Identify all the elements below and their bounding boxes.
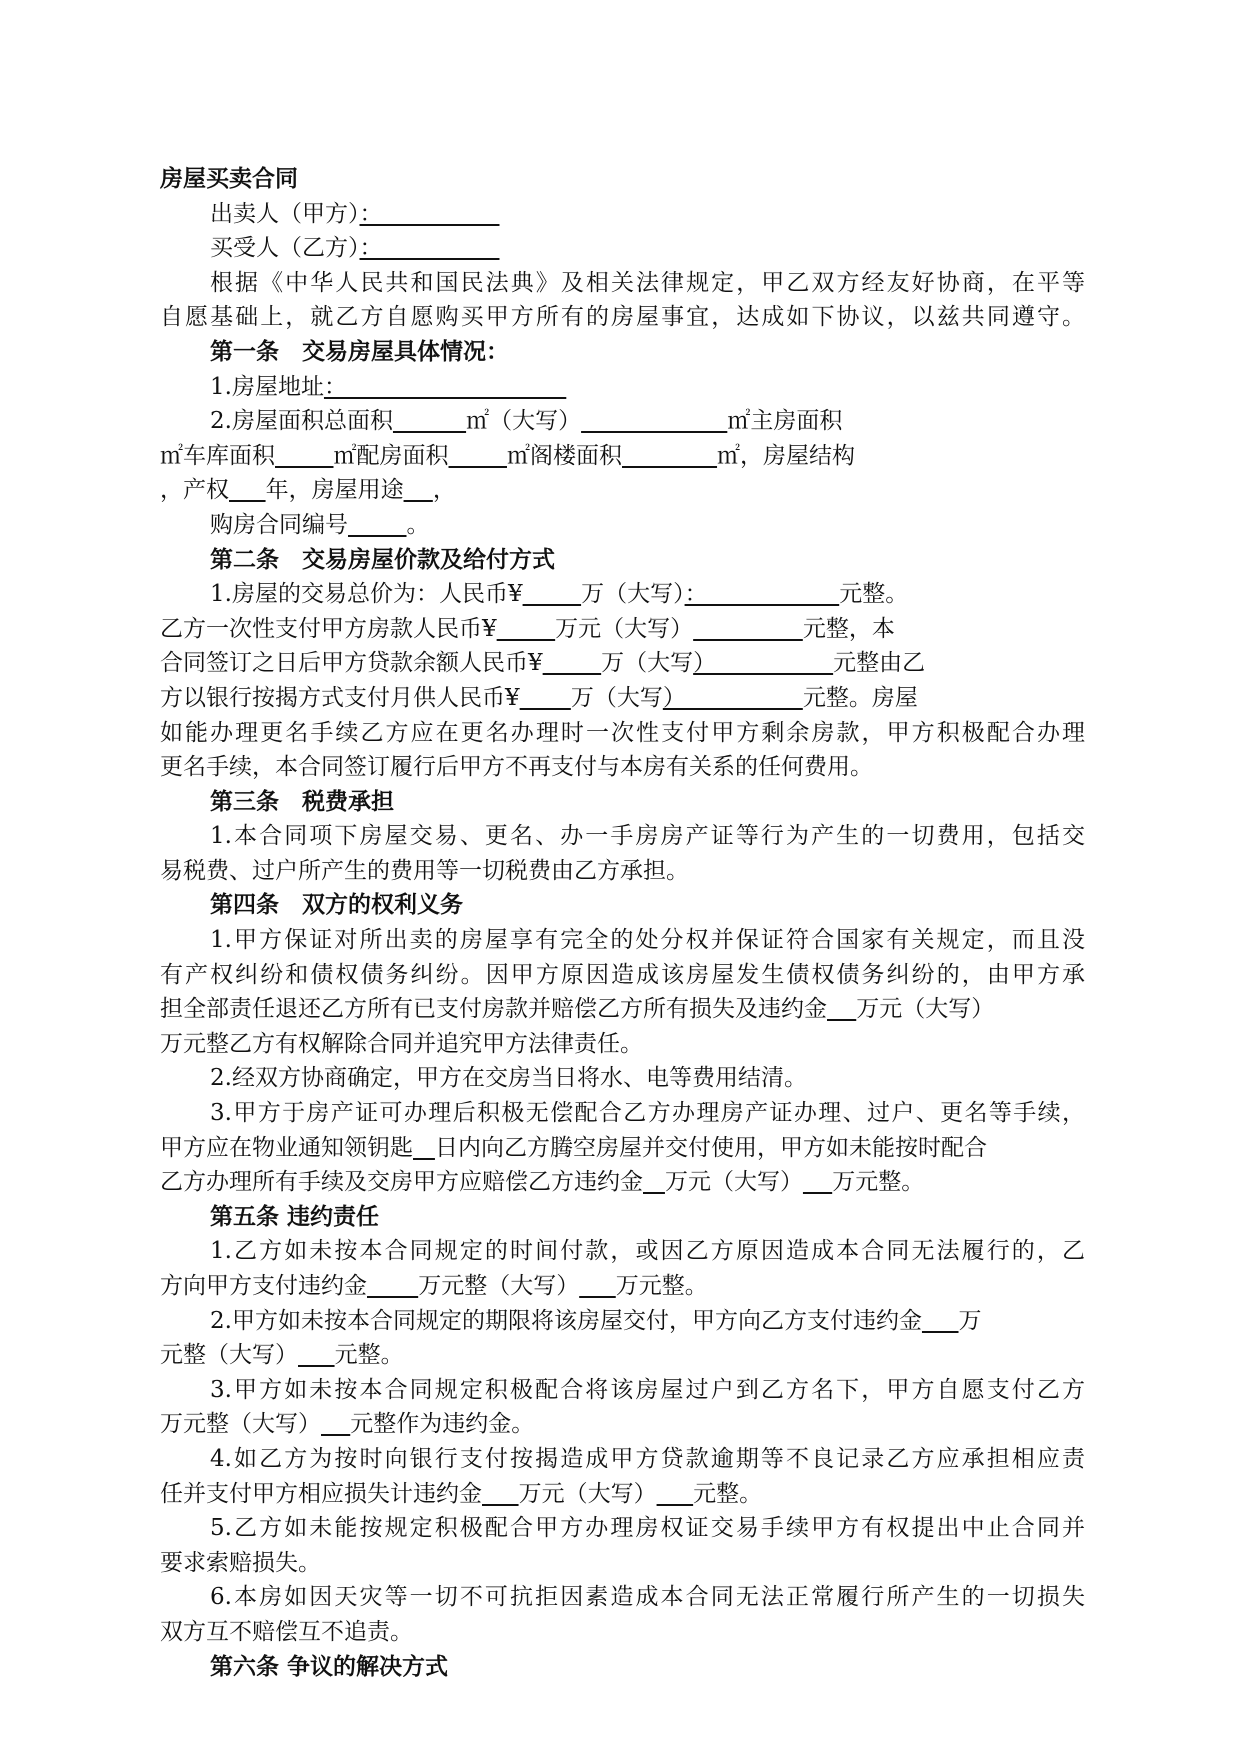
line-text: 万元（大写） [664, 1169, 803, 1196]
contract-line [160, 681, 1085, 716]
contract-line: 4.如乙方为按时向银行支付按揭造成甲方贷款逾期等不良记录乙方应承担相应责 [210, 1445, 1085, 1472]
line-text: 元整作为违约金。 [350, 1411, 535, 1438]
line-text: 万（大写 [570, 684, 663, 711]
contract-line: 有产权纠纷和债权债务纠纷。因甲方原因造成该房屋发生债权债务纠纷的，由甲方承 [160, 961, 1085, 988]
contract-title: 房屋买卖合同 [160, 165, 298, 192]
contract-line: 1.本合同项下房屋交易、更名、办一手房房产证等行为产生的一切费用，包括交 [210, 823, 1085, 850]
line-text: 出卖人（甲方） [210, 200, 360, 227]
line-text: 万元（大写） [518, 1480, 657, 1507]
contract-line: 1.甲方保证对所出卖的房屋享有完全的处分权并保证符合国家有关规定，而且没 [210, 927, 1085, 954]
line-text: 万元（大写） [555, 615, 694, 642]
contract-line [160, 439, 1085, 474]
line-text: 2.房屋面积总面积 [210, 408, 393, 435]
line-text: ㎡，房屋结构 [717, 442, 856, 469]
fill-in-blank [520, 685, 571, 711]
fill-in-blank [321, 1411, 350, 1437]
fill-in-blank [579, 1273, 616, 1299]
fill-in-blank [581, 408, 727, 434]
line-text: 2.甲方如未按本合同规定的期限将该房屋交付，甲方向乙方支付违约金 [210, 1307, 922, 1334]
line-text: ， [432, 477, 456, 504]
contract-document [160, 162, 1085, 1684]
line-text: 担全部责任退还乙方所有已支付房款并赔偿乙方所有损失及违约金 [160, 996, 827, 1023]
line-text: 元整。房屋 [802, 684, 918, 711]
fill-in-blank [229, 477, 266, 503]
fill-in-blank [298, 1342, 335, 1368]
contract-line [160, 1131, 1085, 1166]
contract-line [160, 1304, 1085, 1339]
fill-in-blank [449, 443, 508, 469]
contract-line: 1.乙方如未按本合同规定的时间付款，或因乙方原因造成本合同无法履行的，乙 [210, 1238, 1085, 1265]
fill-in-blank [497, 616, 556, 642]
line-text: ，产权 [160, 477, 229, 504]
contract-line [160, 231, 1085, 266]
line-text: 任并支付甲方相应损失计违约金 [160, 1480, 482, 1507]
fill-in-blank: ： [359, 200, 500, 227]
contract-line: 3.甲方于房产证可办理后积极无偿配合乙方办理房产证办理、过户、更名等手续， [210, 1100, 1085, 1127]
contract-line [160, 1338, 1085, 1373]
line-text: 万（大写 [601, 650, 694, 677]
contract-line: 如能办理更名手续乙方应在更名办理时一次性支付甲方剩余房款，甲方积极配合办理 [160, 719, 1085, 746]
line-text: ㎡（大写） [466, 408, 582, 435]
contract-line [160, 1269, 1085, 1304]
line-text: 1.房屋的交易总价为：人民币¥ [210, 581, 523, 608]
fill-in-blank [827, 996, 856, 1022]
fill-in-blank [922, 1308, 959, 1334]
contract-line: 2.经双方协商确定，甲方在交房当日将水、电等费用结清。 [210, 1065, 807, 1092]
fill-in-blank [393, 408, 466, 434]
line-text: 元整。 [334, 1342, 404, 1369]
line-text: 方以银行按揭方式支付月供人民币¥ [160, 684, 520, 711]
fill-in-blank [622, 443, 717, 469]
line-text: 年，房屋用途 [265, 477, 404, 504]
line-text: ㎡阁楼面积 [507, 442, 622, 469]
line-text: 购房合同编号 [210, 511, 348, 538]
contract-line [160, 1477, 1085, 1512]
line-text: 万 [958, 1307, 982, 1334]
contract-line: 自愿基础上，就乙方自愿购买甲方所有的房屋事宜，达成如下协议，以兹共同遵守。 [160, 304, 1085, 331]
line-text: 合同签订之日后甲方贷款余额人民币¥ [160, 650, 543, 677]
contract-line [160, 612, 1085, 647]
line-text: 元整。 [839, 581, 909, 608]
fill-in-blank: ： [323, 373, 567, 400]
fill-in-blank [643, 1169, 665, 1195]
fill-in-blank [657, 1481, 694, 1507]
line-text: 元整，本 [802, 615, 895, 642]
line-text: 万元整。 [832, 1169, 925, 1196]
contract-line: 万元整乙方有权解除合同并追究甲方法律责任。 [160, 1030, 643, 1057]
contract-line: 易税费、过户所产生的费用等一切税费由乙方承担。 [160, 857, 689, 884]
fill-in-blank [482, 1481, 519, 1507]
line-text: 元整（大写） [160, 1342, 298, 1369]
fill-in-blank: ： [684, 581, 840, 608]
contract-line [160, 404, 1085, 439]
fill-in-blank [543, 650, 602, 676]
contract-line: 3.甲方如未按本合同规定积极配合将该房屋过户到乙方名下，甲方自愿支付乙方 [210, 1376, 1085, 1403]
line-text: 万元整（大写） [160, 1411, 321, 1438]
article-heading: 第三条 税费承担 [210, 787, 394, 815]
contract-line: 6.本房如因天灾等一切不可抗拒因素造成本合同无法正常履行所产生的一切损失 [210, 1584, 1085, 1611]
fill-in-blank [367, 1273, 418, 1299]
contract-line: 双方互不赔偿互不追责。 [160, 1618, 413, 1645]
line-text: ㎡主房面积 [727, 408, 843, 435]
fill-in-blank: ） [662, 684, 803, 711]
fill-in-blank [275, 443, 334, 469]
line-text: 万元（大写） [856, 996, 995, 1023]
article-heading: 第二条 交易房屋价款及给付方式 [210, 545, 555, 573]
contract-line [160, 1407, 1085, 1442]
fill-in-blank [404, 477, 433, 503]
fill-in-blank: ： [359, 235, 500, 262]
contract-line [160, 577, 1085, 612]
article-heading: 第四条 双方的权利义务 [210, 891, 463, 919]
fill-in-blank [413, 1135, 435, 1161]
line-text: 乙方办理所有手续及交房甲方应赔偿乙方违约金 [160, 1169, 643, 1196]
fill-in-blank [348, 512, 407, 538]
contract-line: 要求索赔损失。 [160, 1549, 321, 1576]
line-text: 甲方应在物业通知领钥匙 [160, 1134, 413, 1161]
fill-in-blank [523, 581, 582, 607]
article-heading: 第一条 交易房屋具体情况： [210, 337, 509, 365]
line-text: 方向甲方支付违约金 [160, 1273, 367, 1299]
line-text: 元整由乙 [833, 650, 926, 677]
contract-line [160, 646, 1085, 681]
line-text: 日内向乙方腾空房屋并交付使用，甲方如未能按时配合 [434, 1134, 987, 1161]
contract-line [160, 473, 1085, 508]
contract-line: 5.乙方如未能按规定积极配合甲方办理房权证交易手续甲方有权提出中止合同并 [210, 1515, 1085, 1542]
line-text: 1.房屋地址 [210, 373, 324, 400]
line-text: 万（大写） [581, 581, 685, 608]
line-text: 万元整。 [615, 1273, 708, 1299]
line-text: ㎡车库面积 [160, 442, 275, 469]
contract-body [160, 197, 1085, 1685]
line-text: ㎡配房面积 [333, 442, 449, 469]
fill-in-blank: ） [693, 650, 834, 677]
contract-line: 根据《中华人民共和国民法典》及相关法律规定，甲乙双方经友好协商，在平等 [210, 269, 1085, 296]
article-heading: 第六条 争议的解决方式 [210, 1652, 449, 1680]
line-text: 买受人（乙方） [210, 235, 360, 262]
contract-line: 更名手续，本合同签订履行后甲方不再支付与本房有关系的任何费用。 [160, 754, 873, 781]
line-text: 乙方一次性支付甲方房款人民币¥ [160, 615, 497, 642]
contract-line [160, 992, 1085, 1027]
line-text: 万元整（大写） [418, 1273, 580, 1299]
contract-line [160, 197, 1085, 232]
line-text: 元整。 [693, 1480, 763, 1507]
contract-line [160, 508, 1085, 543]
article-heading: 第五条 违约责任 [210, 1202, 380, 1230]
contract-line [160, 1165, 1085, 1200]
line-text: 。 [406, 511, 430, 538]
contract-line [160, 370, 1085, 405]
fill-in-blank [693, 616, 803, 642]
fill-in-blank [803, 1169, 832, 1195]
